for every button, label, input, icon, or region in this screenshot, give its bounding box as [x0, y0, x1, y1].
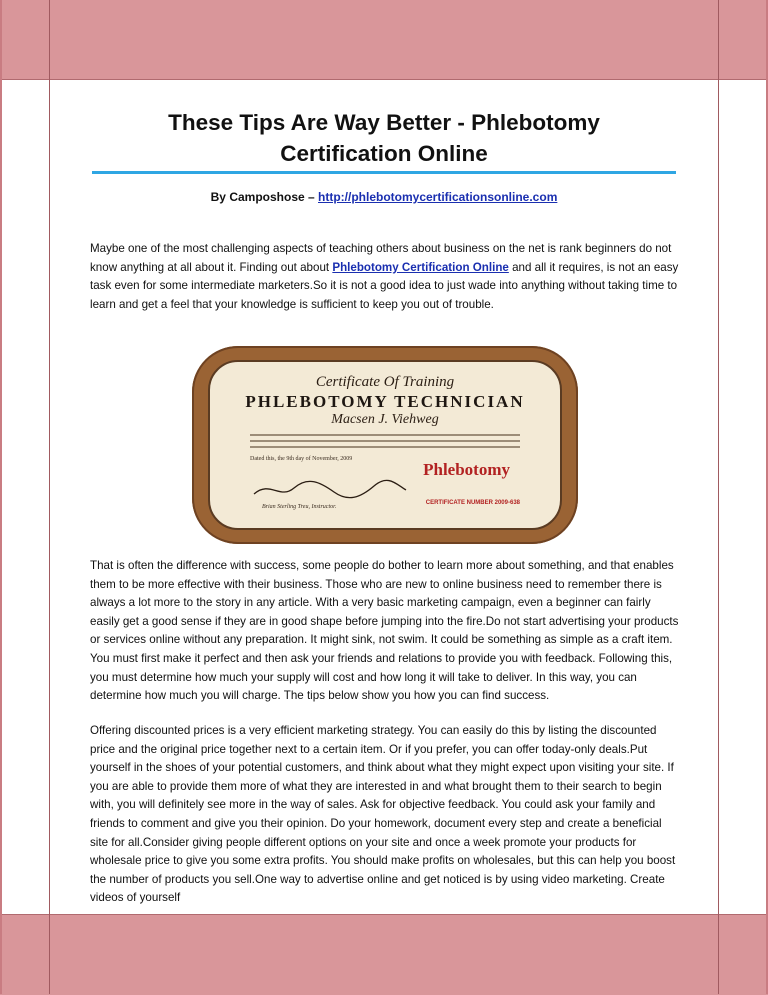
left-page-edge: [0, 0, 2, 994]
byline-author: By Camposhose –: [210, 190, 319, 204]
certificate-subtitle: PHLEBOTOMY TECHNICIAN: [245, 392, 525, 411]
left-margin-line: [49, 0, 50, 994]
certificate-logo: Phlebotomy: [423, 460, 510, 479]
byline: [0, 190, 768, 204]
phlebotomy-certification-link[interactable]: Phlebotomy Certification Online: [332, 260, 509, 274]
paragraph-1-text-a: Maybe one of the most challenging aspects of teaching others about business on the net is rank beginners do not know anything at all about it. Finding out about: [90, 242, 672, 274]
byline-url-link[interactable]: http://phlebotomycertificationsonline.com: [318, 190, 558, 204]
signature-icon: [250, 476, 410, 502]
document-title: These Tips Are Way Better - Phlebotomy Certification Online: [168, 110, 600, 167]
paragraph-1-text-b: and all it requires, is not an easy task even for some intermediate marketers.So it is not a good idea to just wade into anything without taking time to learn and get a feel that your knowledge is sufficient to keep you out of trouble.: [90, 260, 679, 311]
certificate-paper: [208, 360, 562, 530]
certificate-number: CERTIFICATE NUMBER 2009-638: [425, 500, 520, 506]
paragraph-3: Offering discounted prices is a very efficient marketing strategy. You can easily do this by listing the discounted price and the original price together next to a certain item. Or if you prefer, you can offer today-only deals.Put yourself in the shoes of your potential customers, and think about what they might expect upon visiting your site. If you are able to provide them more of what they are interested in and what brought them to their search to begin with, you will definitely see more in the way of sales. Ask for objective feedback. You could ask your family and friends to comment and give you their opinion. Do your homework, document every step and create a beneficial site for all.Consider giving people different options on your site and once a week promote your products for wholesale price to give you some extra profits. You should make profits on wholesales, but this can help you boost the number of products you sell.One way to advertise online and get noticed is by using video marketing. Create videos of yourself: [90, 724, 676, 905]
certificate-date: Dated this, the 9th day of November, 2009: [250, 456, 353, 462]
certificate-body-lines: [250, 434, 520, 452]
top-decorative-band: [0, 0, 768, 80]
certificate-signer: Brian Sterling Treu, Instructor.: [262, 504, 337, 510]
paragraph-1: [90, 240, 682, 314]
paragraph-2: That is often the difference with success, some people do bother to learn more about something, and that enables them to be more effective with their business. Those who are new to online business need to remember there is always a lot more to the story in any article. With a very basic marketing campaign, even a beginner can fairly easily get a good sense if they are in good shape before jumping into the fire.Do not start advertising your products or services online without any preparation. It might sink, not swim. It could be something as simple as a craft item. You must first make it perfect and then ask your friends and relations to provide you with feedback. Following this, you must determine how much your supply will cost and how long it will take to deliver. In this way, you can determine how much you will charge. The tips below show you how you can find success.: [90, 559, 679, 703]
right-margin-line: [718, 0, 719, 994]
certificate-heading: Certificate Of Training: [315, 374, 455, 390]
certificate-image: [192, 346, 578, 544]
bottom-decorative-band: [0, 914, 768, 995]
certificate-recipient: Macsen J. Viehweg: [331, 412, 439, 427]
title-underline-rule: [92, 171, 676, 174]
